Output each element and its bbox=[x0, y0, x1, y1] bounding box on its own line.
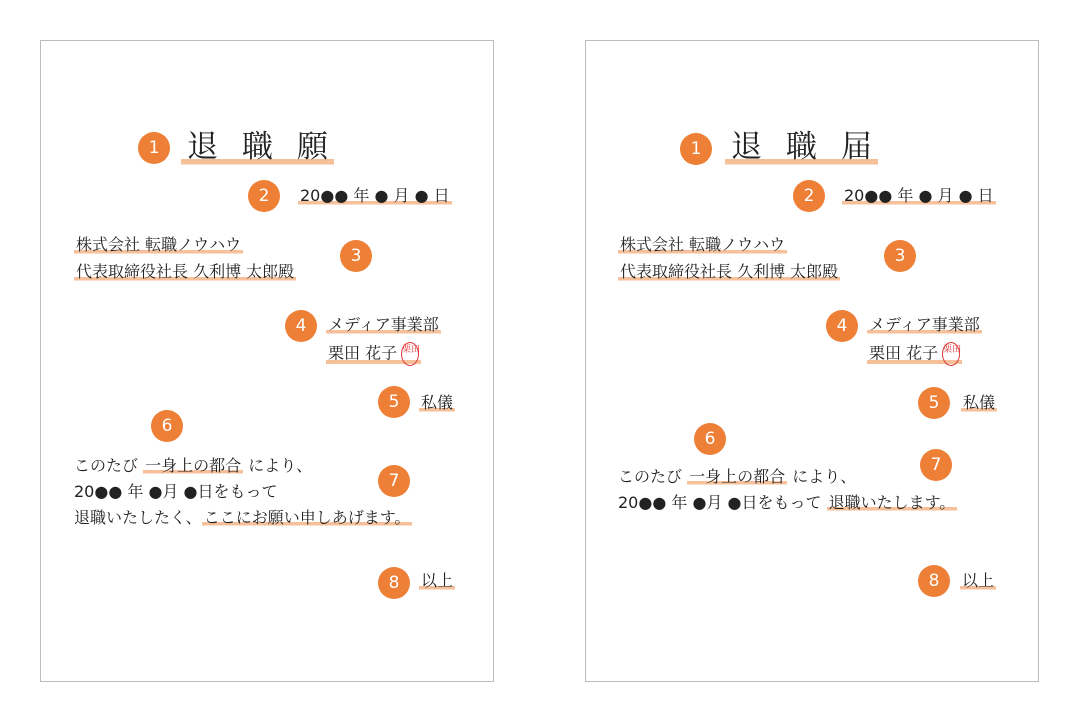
body-line-3-prefix: 退職いたしたく、 bbox=[74, 508, 202, 527]
closing-text: 以上 bbox=[421, 571, 454, 590]
applicant-name-line bbox=[867, 342, 962, 366]
title-char-1: 退 bbox=[187, 129, 218, 165]
badge-6: 6 bbox=[694, 423, 726, 455]
body-line-3 bbox=[74, 508, 412, 528]
badge-2: 2 bbox=[793, 180, 825, 212]
badge-6: 6 bbox=[151, 410, 183, 442]
reason-text: 一身上の都合 bbox=[689, 467, 786, 486]
date-line: 20●● 年 ● 月 ● 日 bbox=[844, 186, 994, 205]
body-line-2: 20●● 年 ●月 ●日をもって bbox=[74, 482, 278, 501]
company-name: 株式会社 転職ノウハウ bbox=[620, 235, 786, 254]
resignation-notice-page bbox=[585, 40, 1039, 682]
body-line-1-prefix: このたび bbox=[618, 467, 683, 486]
body-line-2-prefix: 20●● 年 ●月 ●日をもって bbox=[618, 493, 822, 512]
badge-3: 3 bbox=[884, 240, 916, 272]
date-line: 20●● 年 ● 月 ● 日 bbox=[300, 186, 450, 205]
body-line-1 bbox=[74, 456, 312, 476]
resignation-request-page bbox=[40, 40, 494, 682]
badge-2: 2 bbox=[248, 180, 280, 212]
watakushigi-label: 私儀 bbox=[963, 393, 996, 412]
title-char-2: 職 bbox=[242, 129, 273, 165]
closing-text: 以上 bbox=[962, 571, 995, 590]
reason-text: 一身上の都合 bbox=[145, 456, 242, 475]
badge-1: 1 bbox=[680, 133, 712, 165]
seal-stamp: 栗田 bbox=[942, 342, 960, 366]
badge-4: 4 bbox=[285, 310, 317, 342]
title-char-1: 退 bbox=[731, 129, 762, 165]
title-char-2: 職 bbox=[786, 129, 817, 165]
company-name: 株式会社 転職ノウハウ bbox=[76, 235, 242, 254]
title-char-3: 届 bbox=[841, 129, 872, 165]
request-text: ここにお願い申しあげます。 bbox=[203, 508, 411, 527]
resign-text: 退職いたします。 bbox=[828, 493, 956, 512]
applicant-name: 栗田 花子 bbox=[869, 343, 939, 363]
body-line-1-prefix: このたび bbox=[74, 456, 139, 475]
department-name: メディア事業部 bbox=[869, 315, 980, 334]
badge-5: 5 bbox=[918, 387, 950, 419]
badge-3: 3 bbox=[340, 240, 372, 272]
body-line-1-suffix: により、 bbox=[792, 467, 857, 486]
badge-8: 8 bbox=[378, 567, 410, 599]
recipient-name: 代表取締役社長 久利博 太郎殿 bbox=[620, 262, 839, 281]
document-title bbox=[725, 127, 878, 167]
badge-7: 7 bbox=[920, 449, 952, 481]
badge-1: 1 bbox=[138, 132, 170, 164]
body-line-2 bbox=[618, 493, 957, 513]
applicant-name: 栗田 花子 bbox=[328, 343, 398, 363]
seal-stamp: 栗田 bbox=[401, 342, 419, 366]
applicant-name-line bbox=[326, 342, 421, 366]
department-name: メディア事業部 bbox=[328, 315, 439, 334]
badge-5: 5 bbox=[378, 386, 410, 418]
body-line-1-suffix: により、 bbox=[248, 456, 313, 475]
badge-7: 7 bbox=[378, 465, 410, 497]
badge-4: 4 bbox=[826, 310, 858, 342]
title-char-3: 願 bbox=[297, 129, 328, 165]
body-line-1 bbox=[618, 467, 856, 487]
badge-8: 8 bbox=[918, 565, 950, 597]
watakushigi-label: 私儀 bbox=[421, 393, 454, 412]
document-title bbox=[181, 127, 334, 167]
recipient-name: 代表取締役社長 久利博 太郎殿 bbox=[76, 262, 295, 281]
